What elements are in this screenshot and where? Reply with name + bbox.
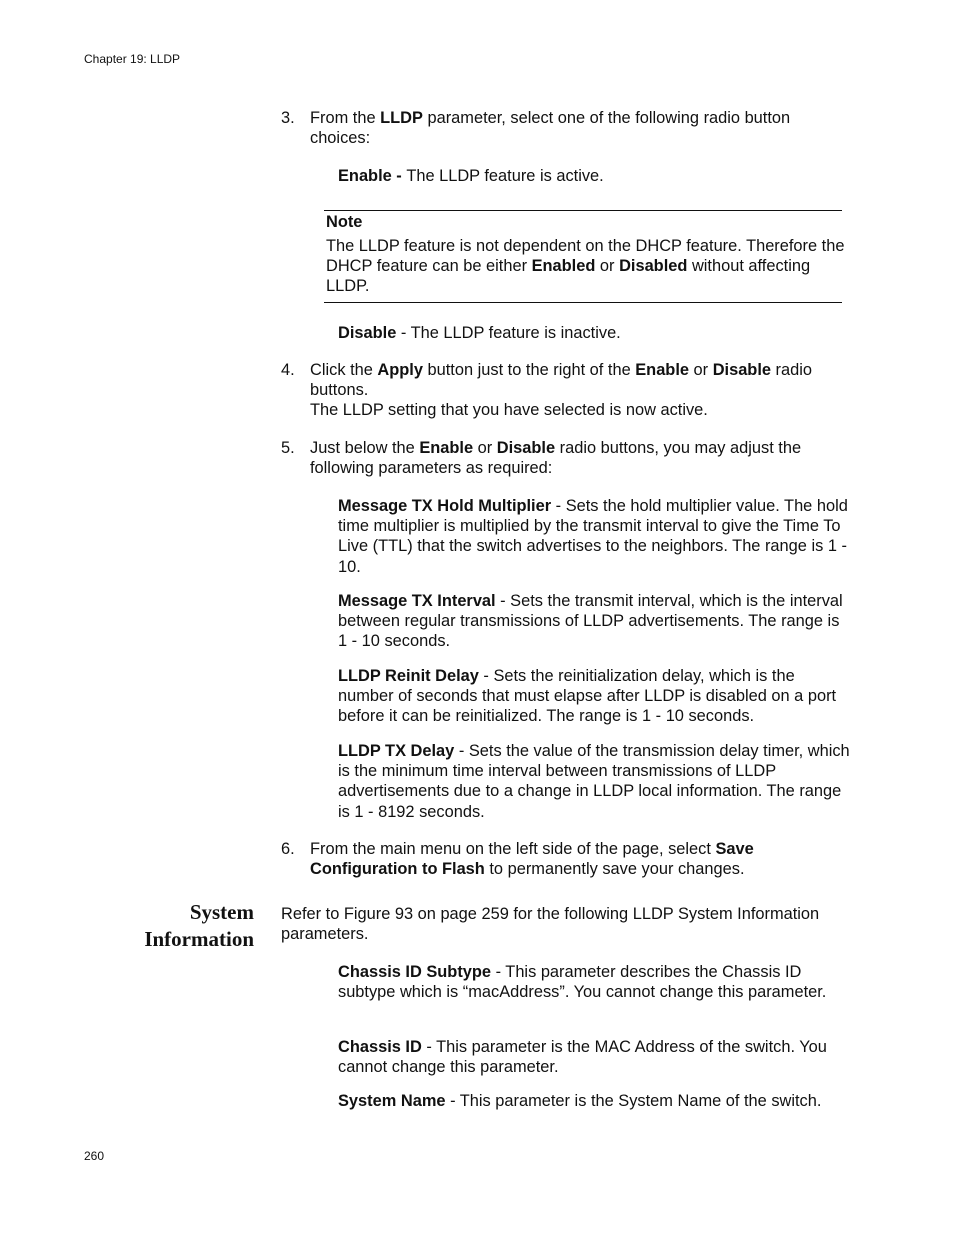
param-tx-delay: LLDP TX Delay - Sets the value of the transmission delay timer, which is the minimum time interval between transmissions of LLDP advertisements due to a change in LLDP local information. The range is 1 - 8192 seconds. bbox=[338, 742, 850, 821]
system-info-intro: Refer to Figure 93 on page 259 for the following LLDP System Information parameters. bbox=[281, 905, 820, 944]
step-4-text: Click the Apply button just to the right of the Enable or Disable radio buttons. The LLDP setting that you have selected is now active. bbox=[310, 361, 813, 420]
running-header: Chapter 19: LLDP bbox=[84, 52, 181, 66]
step-3-text: From the LLDP parameter, select one of the following radio button choices: bbox=[310, 109, 791, 148]
enable-option: Enable - The LLDP feature is active. bbox=[338, 167, 604, 185]
step-5-number: 5. bbox=[281, 439, 295, 457]
note-bottom-rule bbox=[324, 302, 842, 303]
section-heading-system-information: System Information bbox=[144, 900, 254, 951]
step-4-number: 4. bbox=[281, 361, 295, 379]
note-top-rule bbox=[324, 210, 842, 211]
param-tx-interval: Message TX Interval - Sets the transmit interval, which is the interval between regular transmissions of LLDP advertisements. The range is 1 - 10 seconds. bbox=[338, 592, 843, 651]
note-text: The LLDP feature is not dependent on the DHCP feature. Therefore the DHCP feature can be either Enabled or Disabled without affecting LLDP. bbox=[326, 237, 845, 296]
disable-option: Disable - The LLDP feature is inactive. bbox=[338, 324, 621, 342]
page-number: 260 bbox=[84, 1149, 105, 1163]
step-6-text: From the main menu on the left side of the page, select Save Configuration to Flash to permanently save your changes. bbox=[310, 840, 754, 879]
param-tx-hold-multiplier: Message TX Hold Multiplier - Sets the hold multiplier value. The hold time multiplier is multiplied by the transmit interval to give the Time To Live (TTL) that the switch advertises to the neighbors. The range is 1 - 10. bbox=[338, 497, 848, 576]
param-reinit-delay: LLDP Reinit Delay - Sets the reinitialization delay, which is the number of seconds that must elapse after LLDP is disabled on a port before it can be reinitialized. The range is 1 - 10 seconds. bbox=[338, 667, 837, 726]
step-6-number: 6. bbox=[281, 840, 295, 858]
note-heading: Note bbox=[326, 213, 363, 231]
step-5-text: Just below the Enable or Disable radio buttons, you may adjust the following parameters as required: bbox=[310, 439, 802, 478]
param-system-name: System Name - This parameter is the System Name of the switch. bbox=[338, 1092, 822, 1110]
param-chassis-id: Chassis ID - This parameter is the MAC Address of the switch. You cannot change this parameter. bbox=[338, 1038, 827, 1077]
param-chassis-id-subtype: Chassis ID Subtype - This parameter describes the Chassis ID subtype which is “macAddress”. You cannot change this parameter. bbox=[338, 963, 827, 1002]
step-3-number: 3. bbox=[281, 109, 295, 127]
